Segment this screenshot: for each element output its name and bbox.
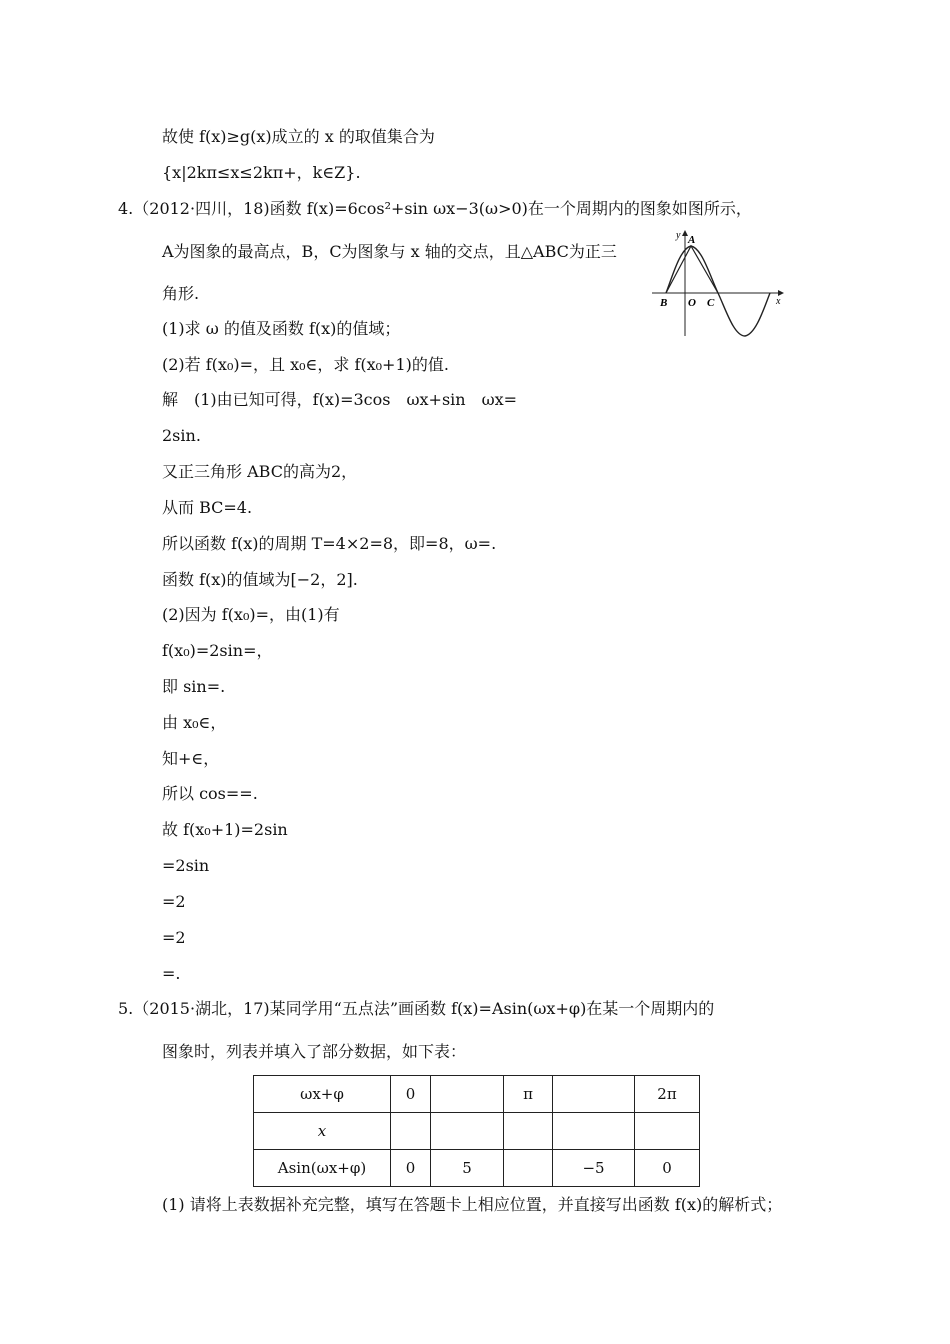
- solution-line: =2: [162, 928, 186, 947]
- solution-line: 从而 BC=4.: [162, 498, 253, 517]
- table-cell: 5: [431, 1150, 504, 1187]
- table-cell: 2π: [635, 1076, 700, 1113]
- table-cell: [431, 1113, 504, 1150]
- table-cell: [431, 1076, 504, 1113]
- solution-line: 由 x₀∈，: [162, 713, 227, 732]
- table-cell: 0: [391, 1150, 431, 1187]
- axis-x-label: x: [776, 296, 781, 307]
- table-cell: [635, 1113, 700, 1150]
- table-cell: x: [254, 1113, 391, 1150]
- five-point-table: [253, 1075, 700, 1187]
- table-cell: 0: [391, 1076, 431, 1113]
- question-item: (1)求 ω 的值及函数 f(x)的值域；: [162, 319, 401, 338]
- axis-y-label: y: [676, 230, 681, 241]
- point-a-label: A: [688, 234, 696, 246]
- solution-line: f(x₀)=2sin=，: [162, 641, 273, 660]
- solution-line: 故使 f(x)≥g(x)成立的 x 的取值集合为: [162, 127, 435, 146]
- problem-4-statement: 4.（2012·四川，18)函数 f(x)=6cos²+sin ωx−3(ω>0)在一个周期内的图象如图所示，: [118, 199, 752, 218]
- solution-line: 解 (1)由已知可得，f(x)=3cos ωx+sin ωx=: [162, 390, 518, 409]
- triangle-abc: [666, 246, 718, 293]
- question-item: (1) 请将上表数据补充完整，填写在答题卡上相应位置，并直接写出函数 f(x)的解析式；: [162, 1195, 783, 1214]
- problem-4-statement: A为图象的最高点，B，C为图象与 x 轴的交点，且△ABC为正三: [162, 242, 617, 261]
- table-cell: [391, 1113, 431, 1150]
- point-c-label: C: [707, 297, 715, 309]
- table-cell: Asin(ωx+φ): [254, 1150, 391, 1187]
- problem-5-statement: 图象时，列表并填入了部分数据，如下表：: [162, 1042, 467, 1061]
- solution-line: 函数 f(x)的值域为[−2，2].: [162, 570, 358, 589]
- solution-line: =.: [162, 964, 181, 983]
- solution-line: {x|2kπ≤x≤2kπ+，k∈Z}.: [162, 163, 361, 182]
- solution-line: 即 sin=.: [162, 677, 226, 696]
- table-cell: 0: [635, 1150, 700, 1187]
- sine-curve: [666, 246, 770, 336]
- solution-line: 故 f(x₀+1)=2sin: [162, 820, 288, 839]
- table-cell: ωx+φ: [254, 1076, 391, 1113]
- point-b-label: B: [660, 297, 668, 309]
- solution-line: =2: [162, 892, 186, 911]
- solution-line: 知+∈，: [162, 749, 220, 768]
- solution-line: (2)因为 f(x₀)=，由(1)有: [162, 605, 340, 624]
- solution-line: 所以函数 f(x)的周期 T=4×2=8，即=8，ω=.: [162, 534, 497, 553]
- table-cell: [553, 1113, 635, 1150]
- question-item: (2)若 f(x₀)=，且 x₀∈，求 f(x₀+1)的值.: [162, 355, 449, 374]
- sine-graph-figure: [650, 226, 790, 342]
- table-row: [254, 1150, 700, 1187]
- solution-line: =2sin: [162, 856, 210, 875]
- origin-label: O: [688, 297, 696, 309]
- table-row: [254, 1076, 700, 1113]
- table-row: [254, 1113, 700, 1150]
- solution-line: 又正三角形 ABC的高为2，: [162, 462, 358, 481]
- solution-line: 所以 cos==.: [162, 784, 258, 803]
- problem-4-statement: 角形.: [162, 284, 200, 303]
- table-cell: [504, 1113, 553, 1150]
- table-cell: [553, 1076, 635, 1113]
- table-cell: π: [504, 1076, 553, 1113]
- table-cell: [504, 1150, 553, 1187]
- problem-5-statement: 5.（2015·湖北，17)某同学用“五点法”画函数 f(x)=Asin(ωx+φ)在某一个周期内的: [118, 999, 715, 1018]
- table-cell: −5: [553, 1150, 635, 1187]
- solution-line: 2sin.: [162, 426, 201, 445]
